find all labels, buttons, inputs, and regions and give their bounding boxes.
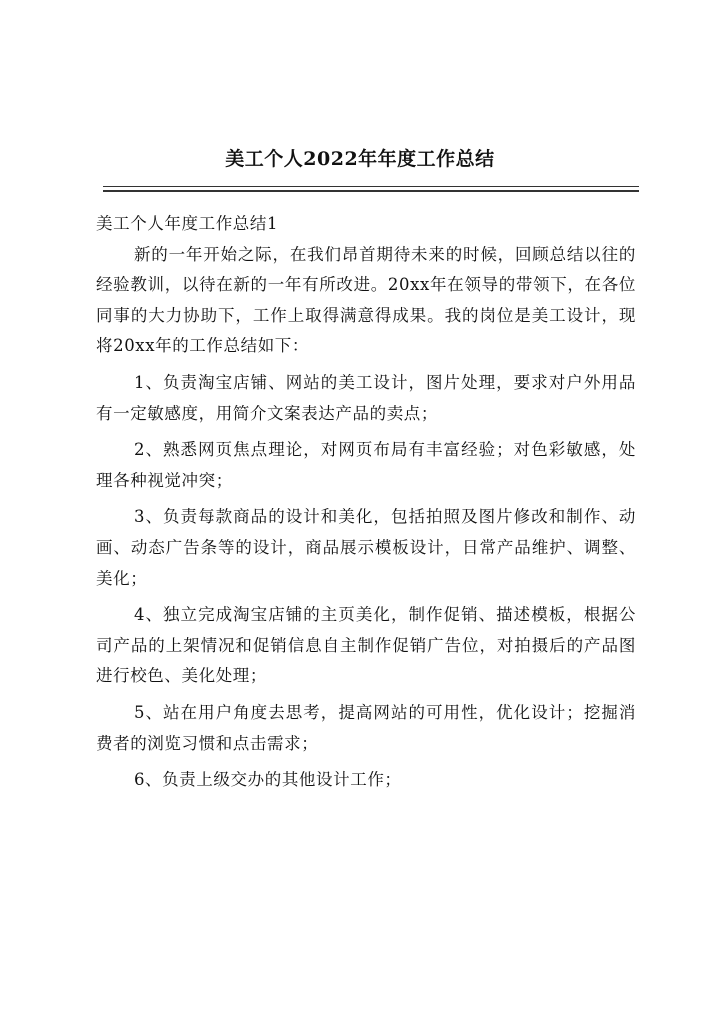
paragraph-item-4: 4、独立完成淘宝店铺的主页美化，制作促销、描述模板，根据公司产品的上架情况和促销信息自主制作促销广告位，对拍摄后的产品图进行校色、美化处理； — [96, 605, 636, 686]
section-heading: 美工个人年度工作总结1 — [96, 214, 279, 233]
paragraph-item-3: 3、负责每款商品的设计和美化，包括拍照及图片修改和制作、动画、动态广告条等的设计，商品展示模板设计，日常产品维护、调整、美化； — [96, 507, 636, 588]
paragraph-item-1: 1、负责淘宝店铺、网站的美工设计，图片处理，要求对户外用品有一定敏感度，用简介文案表达产品的卖点； — [96, 372, 636, 423]
title-divider-thin — [103, 186, 639, 187]
document-body — [96, 209, 636, 802]
paragraph-intro: 新的一年开始之际，在我们昂首期待未来的时候，回顾总结以往的经验教训，以待在新的一年有所改进。20xx年在领导的带领下，在各位同事的大力协助下，工作上取得满意得成果。我的岗位是美工设计，现将20xx年的工作总结如下： — [96, 244, 636, 356]
paragraph-item-6: 6、负责上级交办的其他设计工作； — [133, 770, 402, 790]
paragraph-item-2: 2、熟悉网页焦点理论，对网页布局有丰富经验；对色彩敏感，处理各种视觉冲突； — [96, 440, 636, 490]
title-divider-thick — [103, 190, 639, 192]
document-title: 美工个人2022年年度工作总结 — [225, 148, 495, 170]
paragraph-item-5: 5、站在用户角度去思考，提高网站的可用性，优化设计；挖掘消费者的浏览习惯和点击需求； — [96, 702, 636, 753]
